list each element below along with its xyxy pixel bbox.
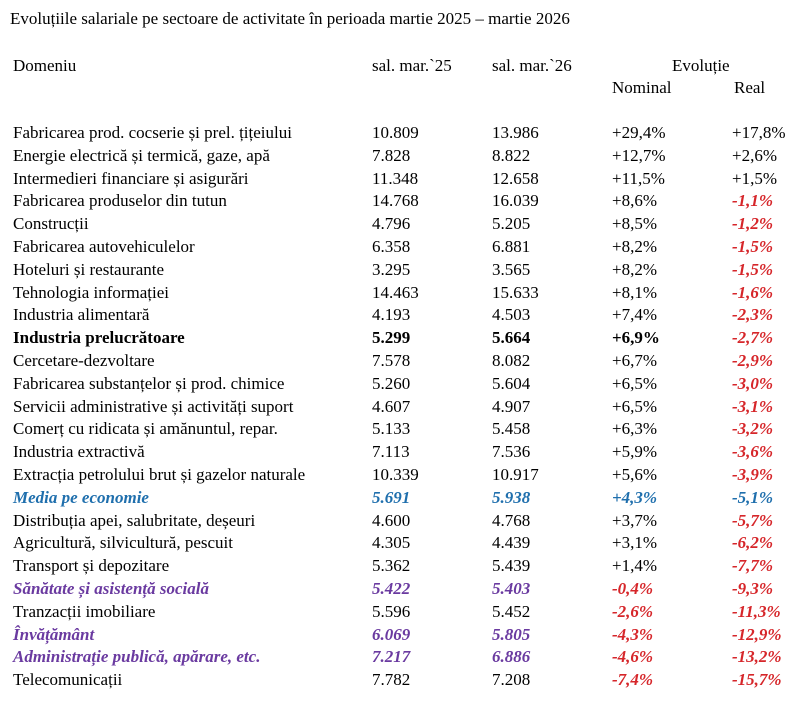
real-change: -3,2% [732, 419, 774, 439]
sector-name: Tranzacții imobiliare [13, 601, 156, 621]
sector-name: Agricultură, silvicultură, pescuit [13, 533, 233, 553]
nominal-change: +6,9% [612, 328, 660, 348]
salary-2026: 8.822 [492, 145, 531, 165]
sector-name: Fabricarea produselor din tutun [13, 191, 227, 211]
sector-name: Extracția petrolului brut și gazelor naturale [13, 464, 306, 484]
table-row [0, 418, 805, 441]
salary-2026: 4.768 [492, 510, 531, 530]
salary-2026: 6.881 [492, 236, 531, 256]
salary-2026: 4.503 [492, 305, 531, 325]
sector-name: Industria prelucrătoare [13, 328, 185, 348]
salary-2026: 5.403 [492, 578, 531, 598]
salary-2026: 4.907 [492, 396, 531, 416]
nominal-change: -4,6% [612, 647, 654, 667]
table-row [0, 373, 805, 396]
table-row [0, 578, 805, 601]
salary-2025: 14.768 [372, 191, 419, 211]
salary-2025: 7.782 [372, 670, 411, 690]
table-row [0, 396, 805, 419]
sector-name: Fabricarea prod. cocserie și prel. țițeiului [13, 123, 292, 142]
header-evolution: Evoluție [672, 56, 730, 75]
sector-name: Intermedieri financiare și asigurări [13, 168, 249, 188]
table-row [0, 259, 805, 282]
nominal-change: +11,5% [612, 168, 665, 188]
real-change: -5,1% [732, 487, 774, 507]
nominal-change: +3,7% [612, 510, 657, 530]
nominal-change: +8,2% [612, 236, 657, 256]
nominal-change: +8,6% [612, 191, 657, 211]
sector-name: Cercetare-dezvoltare [13, 350, 155, 370]
nominal-change: +1,4% [612, 556, 657, 576]
real-change: -3,9% [732, 464, 774, 484]
salary-2026: 16.039 [492, 191, 539, 211]
real-change: -11,3% [732, 601, 781, 621]
real-change: -5,7% [732, 510, 774, 530]
header-salary-2025: sal. mar.`25 [372, 56, 452, 75]
salary-2025: 4.607 [372, 396, 411, 416]
salary-2025: 5.299 [372, 328, 411, 348]
table-row [0, 510, 805, 533]
sector-name: Sănătate și asistență socială [13, 578, 209, 598]
sector-name: Hoteluri și restaurante [13, 259, 165, 279]
salary-2025: 7.113 [372, 442, 410, 462]
salary-2025: 5.260 [372, 373, 411, 393]
table-row [0, 304, 805, 327]
salary-2026: 6.886 [492, 647, 531, 667]
table-row [0, 213, 805, 236]
nominal-change: +8,1% [612, 282, 657, 302]
sector-name: Tehnologia informației [13, 282, 170, 302]
salary-2026: 5.938 [492, 487, 531, 507]
header-salary-2026: sal. mar.`26 [492, 56, 572, 75]
salary-2026: 5.664 [492, 328, 531, 348]
real-change: -3,6% [732, 442, 774, 462]
nominal-change: +6,7% [612, 350, 657, 370]
salary-2025: 14.463 [372, 282, 419, 302]
salary-2025: 5.691 [372, 487, 411, 507]
real-change: -15,7% [732, 670, 782, 690]
salary-2025: 5.133 [372, 419, 411, 439]
real-change: -2,9% [732, 350, 774, 370]
nominal-change: +5,9% [612, 442, 657, 462]
header-domain: Domeniu [13, 56, 77, 75]
nominal-change: -2,6% [612, 601, 654, 621]
table-row [0, 624, 805, 647]
real-change: -3,0% [732, 373, 774, 393]
salary-2026: 5.205 [492, 214, 531, 234]
sector-name: Telecomunicații [13, 670, 123, 690]
nominal-change: +8,5% [612, 214, 657, 234]
salary-2025: 5.362 [372, 556, 411, 576]
salary-2025: 5.596 [372, 601, 411, 621]
salary-2025: 10.809 [372, 123, 419, 142]
table-row [0, 601, 805, 624]
nominal-change: +29,4% [612, 123, 666, 142]
real-change: -1,5% [732, 236, 774, 256]
salary-2025: 5.422 [372, 578, 411, 598]
nominal-change: +6,5% [612, 396, 657, 416]
sector-name: Fabricarea autovehiculelor [13, 236, 195, 256]
sector-name: Învățământ [13, 624, 95, 644]
salary-2025: 4.193 [372, 305, 411, 325]
nominal-change: -0,4% [612, 578, 654, 598]
nominal-change: +12,7% [612, 145, 666, 165]
salary-2026: 5.458 [492, 419, 531, 439]
real-change: -1,5% [732, 259, 774, 279]
salary-2025: 4.796 [372, 214, 411, 234]
table-row [0, 464, 805, 487]
sector-name: Comerț cu ridicata și amănuntul, repar. [13, 419, 278, 439]
salary-2025: 3.295 [372, 259, 411, 279]
table-row [0, 236, 805, 259]
sector-name: Media pe economie [13, 487, 149, 507]
table-row [0, 555, 805, 578]
table-row [0, 487, 805, 510]
real-change: -6,2% [732, 533, 774, 553]
table-row [0, 122, 805, 145]
table-row [0, 669, 805, 692]
real-change: -9,3% [732, 578, 774, 598]
header-real: Real [734, 78, 766, 97]
sector-name: Construcții [13, 214, 89, 234]
salary-2025: 7.217 [372, 647, 411, 667]
sector-name: Transport și depozitare [13, 556, 170, 576]
sector-name: Industria alimentară [13, 305, 150, 325]
salary-2025: 6.069 [372, 624, 411, 644]
salary-2026: 4.439 [492, 533, 531, 553]
real-change: -3,1% [732, 396, 774, 416]
nominal-change: +8,2% [612, 259, 657, 279]
nominal-change: +7,4% [612, 305, 657, 325]
real-change: -1,2% [732, 214, 774, 234]
table-row [0, 168, 805, 191]
header-nominal: Nominal [612, 78, 672, 97]
table-row [0, 441, 805, 464]
salary-2025: 11.348 [372, 168, 419, 188]
nominal-change: +4,3% [612, 487, 658, 507]
table-row [0, 532, 805, 555]
sector-name: Distribuția apei, salubritate, deșeuri [13, 510, 256, 530]
page-title: Evoluțiile salariale pe sectoare de activitate în perioada martie 2025 – martie 2026 [10, 9, 570, 28]
nominal-change: +6,3% [612, 419, 657, 439]
sector-name: Fabricarea substanțelor și prod. chimice [13, 373, 285, 393]
real-change: +1,5% [732, 168, 777, 188]
salary-2026: 5.805 [492, 624, 531, 644]
salary-2026: 7.536 [492, 442, 531, 462]
salary-2026: 8.082 [492, 350, 531, 370]
salary-2025: 10.339 [372, 464, 419, 484]
real-change: -13,2% [732, 647, 782, 667]
table-row [0, 282, 805, 305]
salary-2025: 7.828 [372, 145, 411, 165]
real-change: +17,8% [732, 123, 786, 142]
nominal-change: -4,3% [612, 624, 654, 644]
table-row [0, 350, 805, 373]
nominal-change: -7,4% [612, 670, 654, 690]
salary-2026: 5.452 [492, 601, 531, 621]
sector-name: Industria extractivă [13, 442, 145, 462]
salary-2025: 6.358 [372, 236, 411, 256]
sector-name: Energie electrică și termică, gaze, apă [13, 145, 270, 165]
salary-2026: 12.658 [492, 168, 539, 188]
nominal-change: +5,6% [612, 464, 657, 484]
salary-2026: 13.986 [492, 123, 539, 142]
table-row [0, 145, 805, 168]
salary-2026: 15.633 [492, 282, 539, 302]
table-row [0, 327, 805, 350]
salary-2026: 7.208 [492, 670, 531, 690]
salary-2025: 4.600 [372, 510, 411, 530]
nominal-change: +3,1% [612, 533, 657, 553]
sector-name: Servicii administrative și activități suport [13, 396, 294, 416]
real-change: -2,3% [732, 305, 774, 325]
salary-2025: 7.578 [372, 350, 411, 370]
real-change: -1,1% [732, 191, 774, 211]
salary-2026: 3.565 [492, 259, 531, 279]
salary-2026: 5.439 [492, 556, 531, 576]
salary-table [0, 122, 805, 692]
table-row [0, 190, 805, 213]
real-change: -7,7% [732, 556, 774, 576]
nominal-change: +6,5% [612, 373, 657, 393]
sector-name: Administrație publică, apărare, etc. [13, 647, 261, 667]
salary-2026: 5.604 [492, 373, 531, 393]
salary-2025: 4.305 [372, 533, 411, 553]
real-change: +2,6% [732, 145, 777, 165]
real-change: -12,9% [732, 624, 782, 644]
table-row [0, 646, 805, 669]
salary-2026: 10.917 [492, 464, 539, 484]
real-change: -2,7% [732, 328, 774, 348]
real-change: -1,6% [732, 282, 774, 302]
